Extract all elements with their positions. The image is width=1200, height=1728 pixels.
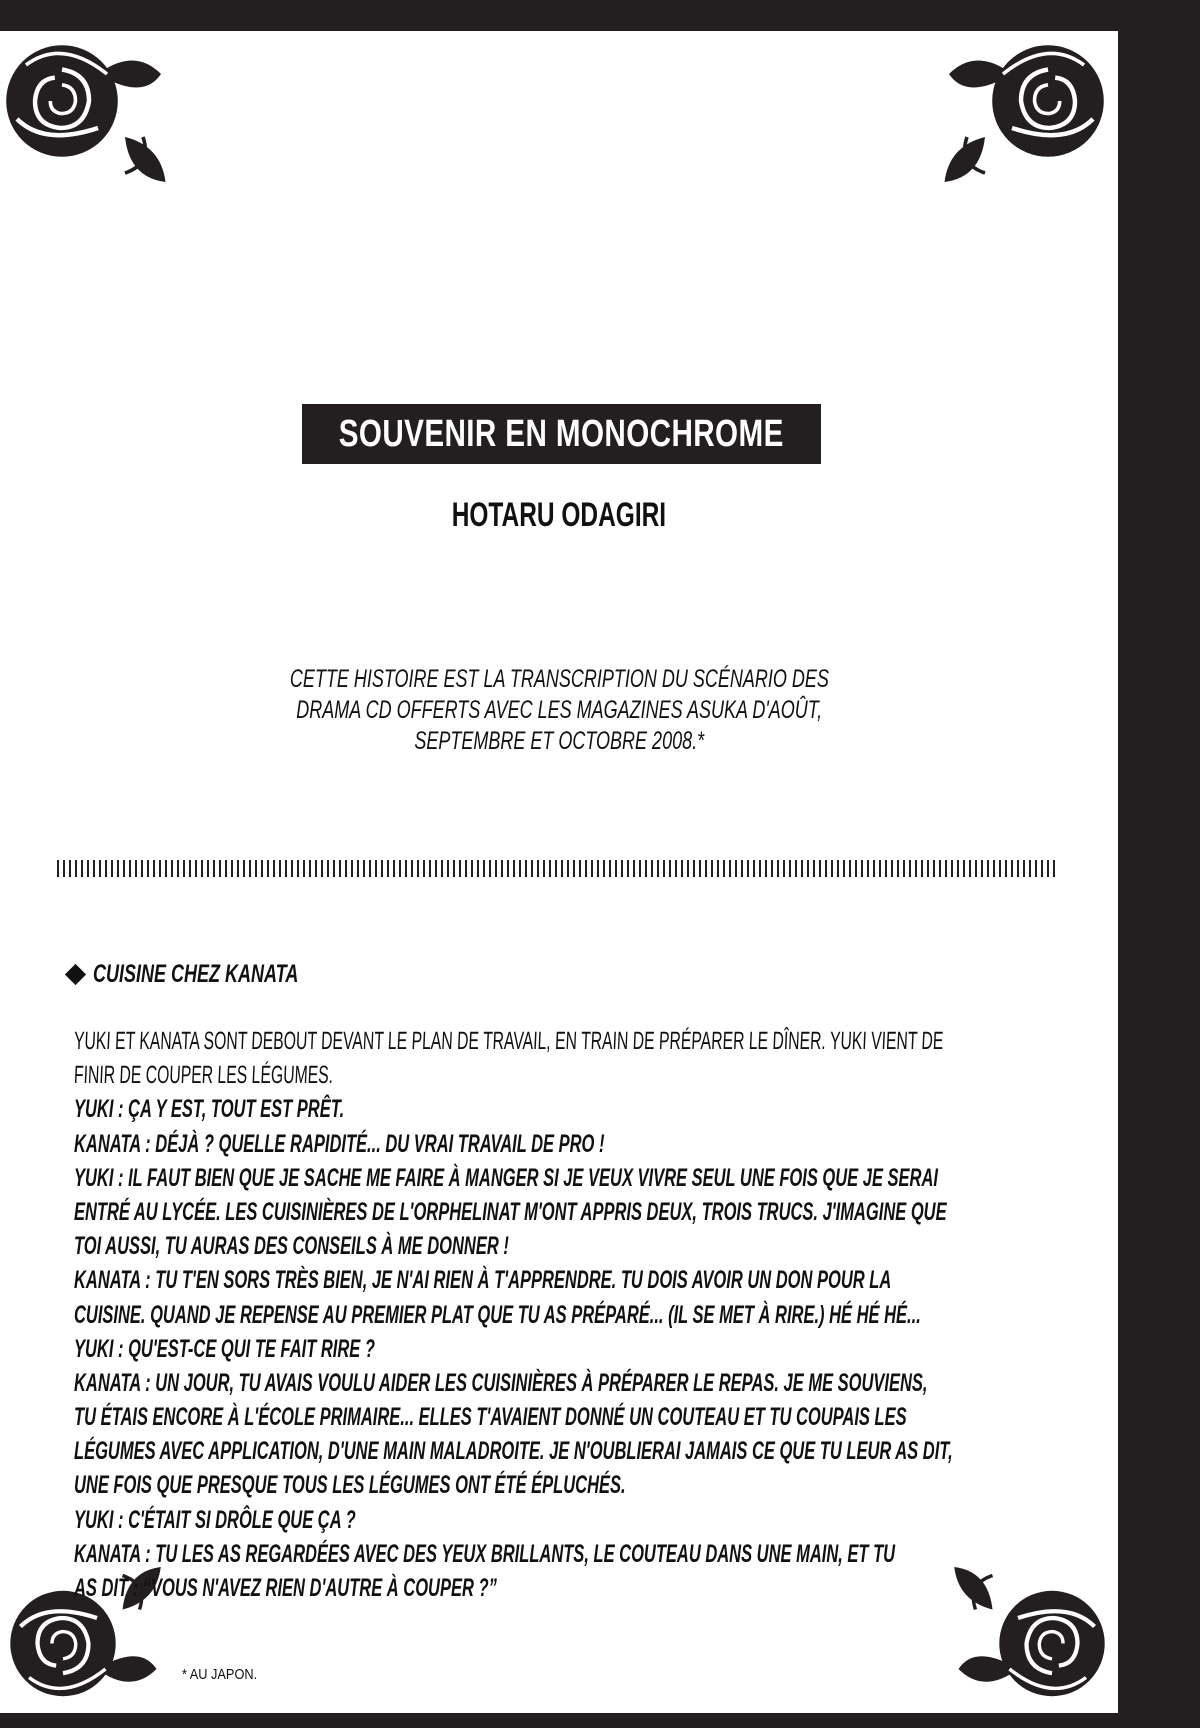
diamond-icon: [65, 964, 86, 985]
dialogue-line: ENTRÉ AU LYCÉE. LES CUISINIÈRES DE L'ORPHELINAT M'ONT APPRIS DEUX, TROIS TRUCS. J'IMAGINE QUE: [74, 1197, 947, 1226]
dialogue-line: KANATA : UN JOUR, TU AVAIS VOULU AIDER LES CUISINIÈRES À PRÉPARER LE REPAS. JE ME SOUVIENS,: [74, 1368, 928, 1397]
intro-line: SEPTEMBRE ET OCTOBRE 2008.*: [414, 727, 704, 755]
section-heading: [64, 960, 378, 989]
rose-ornament-top-right-icon: [930, 20, 1130, 200]
dialogue-line: TOI AUSSI, TU AURAS DES CONSEILS À ME DONNER !: [74, 1232, 509, 1261]
dialogue-line: YUKI : IL FAUT BIEN QUE JE SACHE ME FAIRE À MANGER SI JE VEUX VIVRE SEUL UNE FOIS QUE JE SERAI: [74, 1163, 938, 1192]
tick-divider: [57, 860, 1058, 877]
narration-line: YUKI ET KANATA SONT DEBOUT DEVANT LE PLAN DE TRAVAIL, EN TRAIN DE PRÉPARER LE DÎNER. YUKI VIENT DE: [73, 1027, 945, 1055]
dialogue-line: KANATA : TU T'EN SORS TRÈS BIEN, JE N'AI RIEN À T'APPRENDRE. TU DOIS AVOIR UN DON POUR LA: [74, 1266, 892, 1295]
dialogue-line: KANATA : TU LES AS REGARDÉES AVEC DES YEUX BRILLANTS, LE COUTEAU DANS UNE MAIN, ET TU: [74, 1539, 896, 1568]
script-body: [74, 1024, 1200, 1605]
intro-note: [0, 664, 1118, 757]
dialogue-line: CUISINE. QUAND JE REPENSE AU PREMIER PLAT QUE TU AS PRÉPARÉ... (IL SE MET À RIRE.) HÉ HÉ HÉ...: [74, 1300, 921, 1329]
dialogue-line: YUKI : QU'EST-CE QUI TE FAIT RIRE ?: [74, 1334, 375, 1363]
dialogue-line: UNE FOIS QUE PRESQUE TOUS LES LÉGUMES ONT ÉTÉ ÉPLUCHÉS.: [74, 1471, 626, 1500]
dialogue-line: LÉGUMES AVEC APPLICATION, D'UNE MAIN MALADROITE. JE N'OUBLIERAI JAMAIS CE QUE TU LEUR AS DIT,: [74, 1437, 953, 1466]
intro-line: CETTE HISTOIRE EST LA TRANSCRIPTION DU SCÉNARIO DES: [289, 665, 829, 693]
story-title: [302, 404, 821, 464]
intro-line: DRAMA CD OFFERTS AVEC LES MAGAZINES ASUKA D'AOÛT,: [296, 696, 822, 724]
footnote: [182, 1666, 270, 1683]
dialogue-line: TU ÉTAIS ENCORE À L'ÉCOLE PRIMAIRE... ELLES T'AVAIENT DONNÉ UN COUTEAU ET TU COUPAIS LES: [74, 1403, 907, 1432]
author-name: [0, 496, 1118, 535]
dialogue-line: AS DIT : “VOUS N'AVEZ RIEN D'AUTRE À COUPER ?”: [74, 1574, 497, 1602]
story-title-text: SOUVENIR EN MONOCHROME: [339, 412, 784, 455]
rose-ornament-top-left-icon: [0, 20, 180, 200]
narration-line: FINIR DE COUPER LES LÉGUMES.: [73, 1061, 334, 1090]
section-heading-text: CUISINE CHEZ KANATA: [93, 960, 299, 988]
dialogue-line: KANATA : DÉJÀ ? QUELLE RAPIDITÉ... DU VRAI TRAVAIL DE PRO !: [74, 1129, 605, 1158]
footnote-text: * AU JAPON.: [182, 1666, 258, 1683]
dialogue-line: YUKI : ÇA Y EST, TOUT EST PRÊT.: [74, 1095, 345, 1124]
dialogue-line: YUKI : C'ÉTAIT SI DRÔLE QUE ÇA ?: [74, 1505, 356, 1534]
author-name-text: HOTARU ODAGIRI: [451, 496, 667, 534]
